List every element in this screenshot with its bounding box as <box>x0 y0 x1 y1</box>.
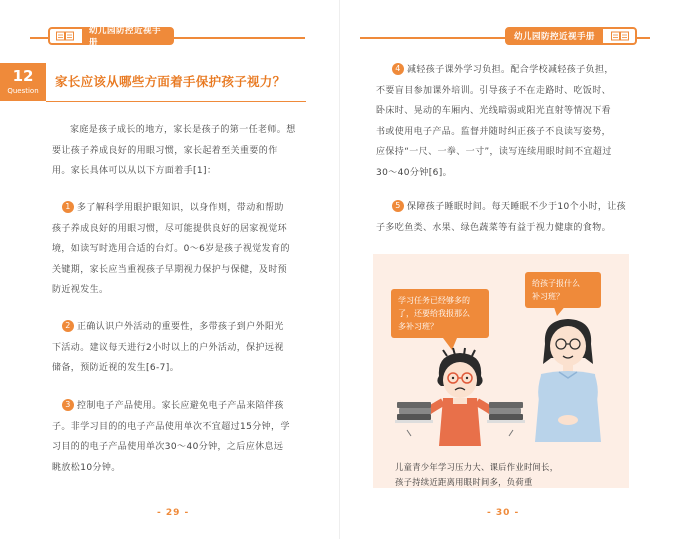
illustration-panel <box>373 254 629 488</box>
item-line: 减轻孩子课外学习负担。配合学校减轻孩子负担， <box>407 65 614 75</box>
title-underline <box>46 101 306 102</box>
right-page <box>340 0 680 539</box>
item-line: 子多吃鱼类、水果、绿色蔬菜等有益于视力健康的食物。 <box>376 222 612 233</box>
bubble-line: 给孩子报什么 <box>532 279 580 288</box>
bubble-line: 补习班？ <box>532 292 564 301</box>
question-number: 12 <box>12 67 34 85</box>
item-line: 不要盲目参加课外培训。引导孩子不在走路时、吃饭时、 <box>376 85 612 96</box>
item-line: 储备，预防近视的发生[6-7]。 <box>52 363 180 373</box>
section-title: 家长应该从哪些方面着手保护孩子视力？ <box>55 74 286 89</box>
list-item-3 <box>52 396 317 478</box>
item-line: 子。非学习目的的电子产品使用单次不宜超过15分钟，学 <box>52 421 290 432</box>
bubble-line: 学习任务已经够多的 <box>398 296 470 305</box>
item-line: 下活动。建议每天进行2小时以上的户外活动，保护远视 <box>52 342 284 353</box>
item-line: 多了解科学用眼护眼知识，以身作则，带动和帮助 <box>77 203 284 213</box>
question-badge <box>0 63 46 101</box>
intro-paragraph <box>52 120 312 182</box>
item-line: 境，如读写时选用合适的台灯。0～6岁是孩子视觉发育的 <box>52 244 290 254</box>
item-line: 孩子养成良好的用眼习惯，尽可能提供良好的居家视觉环 <box>52 223 288 234</box>
number-circle-icon: 2 <box>62 320 74 332</box>
intro-line: 要让孩子养成良好的用眼习惯，家长起着至关重要的作 <box>52 145 278 156</box>
caption-line: 孩子持续近距离用眼时间多，负荷重 <box>395 477 533 487</box>
list-item-1 <box>52 198 317 301</box>
page-number: - 29 - <box>157 508 190 518</box>
item-line: 书或使用电子产品。监督并随时纠正孩子不良读写姿势， <box>376 126 612 137</box>
item-line: 关键期，家长应当重视孩子早期视力保护与保健，及时预 <box>52 264 288 275</box>
number-circle-icon: 4 <box>392 63 404 75</box>
item-line: 防近视发生。 <box>52 285 109 295</box>
page-number: - 30 - <box>487 508 520 518</box>
item-line: 控制电子产品使用。家长应避免电子产品来陪伴孩 <box>77 401 284 411</box>
item-line: 30～40分钟[6]。 <box>376 167 453 178</box>
header-tab <box>505 27 637 45</box>
caption-line: 儿童青少年学习压力大、课后作业时间长， <box>395 462 559 472</box>
list-item-2 <box>52 317 317 379</box>
header-tab-label: 幼儿园防控近视手册 <box>507 29 603 43</box>
bubble-line: 多补习班？ <box>398 322 438 331</box>
speech-bubble-child <box>391 289 489 338</box>
intro-line: 家庭是孩子成长的地方，家长是孩子的第一任老师。想 <box>70 125 296 135</box>
list-item-5 <box>376 197 656 238</box>
intro-line: 用。家长具体可以从以下方面着手[1]： <box>52 166 217 176</box>
item-line: 正确认识户外活动的重要性，多带孩子到户外阳光 <box>77 322 284 332</box>
header-tab-label: 幼儿园防控近视手册 <box>82 29 172 43</box>
item-line: 习目的的电子产品使用单次30～40分钟，之后应休息远 <box>52 442 284 452</box>
parent-illustration <box>523 314 613 454</box>
number-circle-icon: 5 <box>392 200 404 212</box>
book-icon <box>611 31 629 41</box>
book-icon <box>56 31 74 41</box>
item-line: 眺放松10分钟。 <box>52 462 121 473</box>
list-item-4 <box>376 60 656 183</box>
number-circle-icon: 3 <box>62 399 74 411</box>
question-label: Question <box>7 87 39 95</box>
item-line: 保障孩子睡眠时间。每天睡眠不少于10个小时，让孩 <box>407 202 627 212</box>
number-circle-icon: 1 <box>62 201 74 213</box>
bubble-line: 了，还要给我报那么 <box>398 309 470 318</box>
illustration-caption <box>395 460 625 490</box>
speech-bubble-parent <box>525 272 601 308</box>
item-line: 应保持“一尺、一拳、一寸”，读写连续用眼时间不宜超过 <box>376 147 612 157</box>
item-line: 卧床时、晃动的车厢内、光线暗弱或阳光直射等情况下看 <box>376 106 612 116</box>
child-with-books-illustration <box>395 346 525 458</box>
header-tab <box>48 26 174 48</box>
